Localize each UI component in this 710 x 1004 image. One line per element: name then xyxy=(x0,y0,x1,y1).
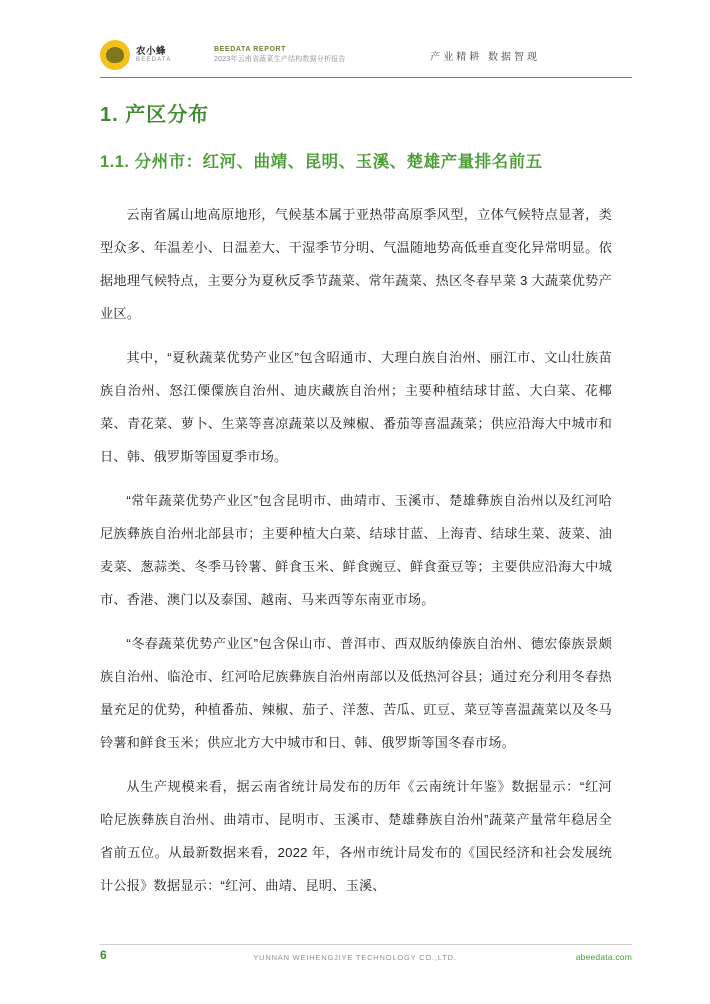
section-heading-1-1: 1.1. 分州市：红河、曲靖、昆明、玉溪、楚雄产量排名前五 xyxy=(100,153,543,171)
body-content xyxy=(100,198,612,913)
footer-website[interactable]: abeedata.com xyxy=(575,952,632,962)
footer-company: YUNNAN WEIHENGJIYE TECHNOLOGY CO.,LTD. xyxy=(253,953,457,962)
footer-divider xyxy=(100,944,632,945)
report-subtitle: 2023年云南省蔬菜生产结构数据分析报告 xyxy=(214,56,346,63)
paragraph: 云南省属山地高原地形，气候基本属于亚热带高原季风型，立体气候特点显著，类型众多、年温差小、日温差大、干湿季节分明、气温随地势高低垂直变化异常明显。依据地理气候特点，主要分为夏秋反季节蔬菜、常年蔬菜、热区冬春早菜 3 大蔬菜优势产业区。 xyxy=(100,207,612,321)
report-label: BEEDATA REPORT xyxy=(214,45,287,53)
section-heading-1: 1. 产区分布 xyxy=(100,104,210,126)
paragraph: 从生产规模来看，据云南省统计局发布的历年《云南统计年鉴》数据显示：“红河哈尼族彝族自治州、曲靖市、昆明市、玉溪市、楚雄彝族自治州”蔬菜产量常年稳居全省前五位。从最新数据来看，2022 年，各州市统计局发布的《国民经济和社会发展统计公报》数据显示：“红河、曲靖、昆明、玉溪、 xyxy=(100,779,612,893)
paragraph: 其中，“夏秋蔬菜优势产业区”包含昭通市、大理白族自治州、丽江市、文山壮族苗族自治州、怒江傈僳族自治州、迪庆藏族自治州；主要种植结球甘蓝、大白菜、花椰菜、青花菜、萝卜、生菜等喜凉蔬菜以及辣椒、番茄等喜温蔬菜；供应沿海大中城市和日、韩、俄罗斯等国夏季市场。 xyxy=(100,350,612,464)
brand-logo xyxy=(100,40,196,70)
page-header xyxy=(100,36,632,74)
brand-logo-text xyxy=(136,47,172,63)
report-title-block xyxy=(214,45,346,66)
bee-logo-icon xyxy=(100,40,130,70)
paragraph: “常年蔬菜优势产业区”包含昆明市、曲靖市、玉溪市、楚雄彝族自治州以及红河哈尼族彝族自治州北部县市；主要种植大白菜、结球甘蓝、上海青、结球生菜、菠菜、油麦菜、葱蒜类、冬季马铃薯、鲜食玉米、鲜食豌豆、鲜食蚕豆等；主要供应沿海大中城市、香港、澳门以及泰国、越南、马来西等东南亚市场。 xyxy=(100,493,612,607)
paragraph: “冬春蔬菜优势产业区”包含保山市、普洱市、西双版纳傣族自治州、德宏傣族景颇族自治州、临沧市、红河哈尼族彝族自治州南部以及低热河谷县；通过充分利用冬春热量充足的优势，种植番茄、辣椒、茄子、洋葱、苦瓜、豇豆、菜豆等喜温蔬菜以及冬马铃薯和鲜食玉米；供应北方大中城市和日、韩、俄罗斯等国冬春市场。 xyxy=(100,636,612,750)
brand-name-cn: 农小蜂 xyxy=(136,45,167,57)
header-divider xyxy=(100,77,632,78)
brand-name-en: BEEDATA xyxy=(136,56,172,63)
page-number: 6 xyxy=(100,948,107,962)
header-slogan: 产业精耕 数据智现 xyxy=(430,51,540,63)
